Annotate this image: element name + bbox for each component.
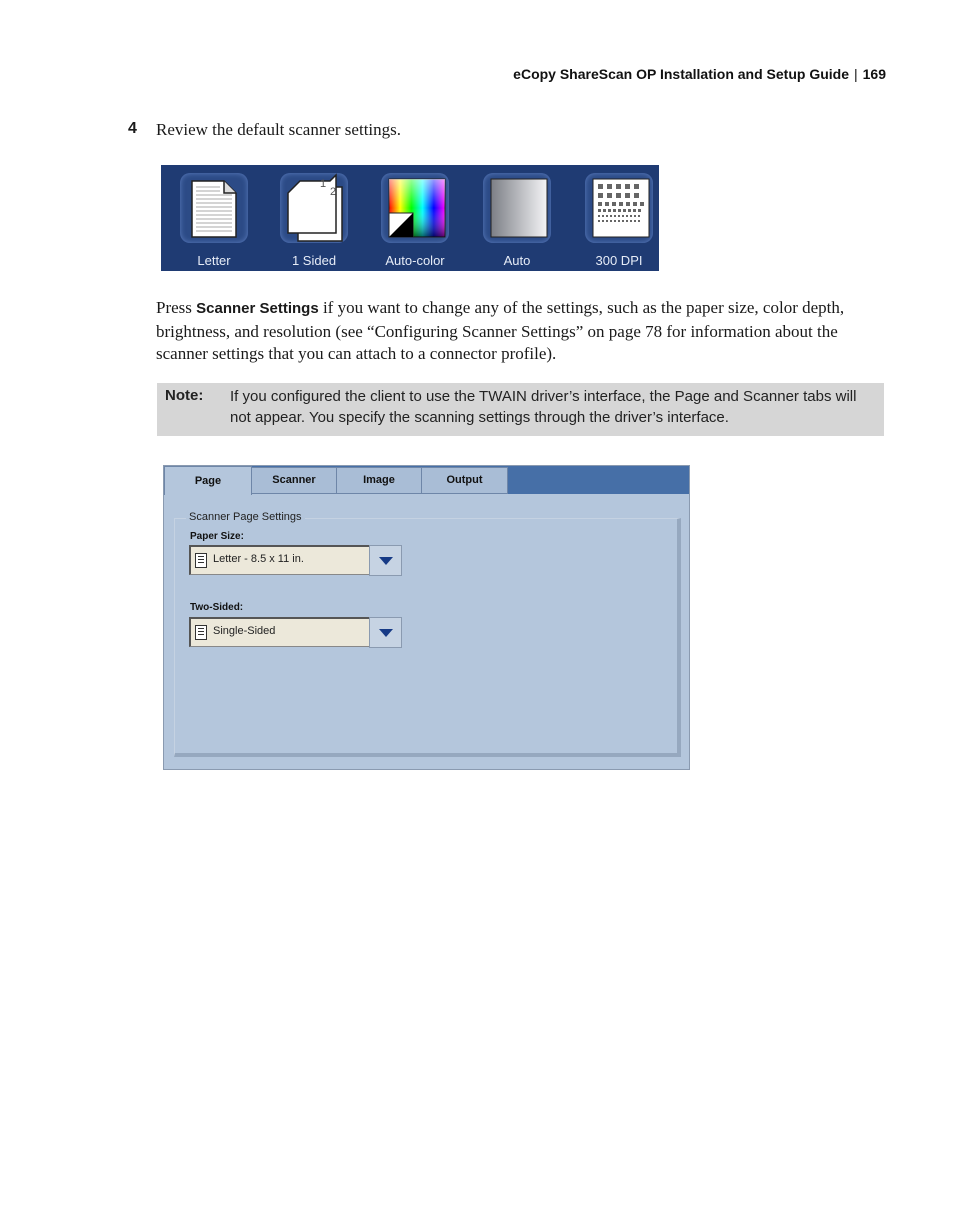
- paper-size-value: Letter - 8.5 x 11 in.: [213, 553, 304, 565]
- note-text: If you configured the client to use the TWAIN driver’s interface, the Page and Scanner tabs will not appear. You specify the scanning settings through the driver’s interface.: [230, 388, 857, 426]
- resolution-grid-icon: [585, 173, 653, 243]
- scanner-settings-term: Scanner Settings: [196, 300, 319, 317]
- letter-tile: [180, 173, 248, 243]
- color-tile: [381, 173, 449, 243]
- chevron-down-icon: [379, 557, 393, 565]
- page-number: 169: [862, 66, 886, 82]
- brightness-tile: [483, 173, 551, 243]
- two-sided-field[interactable]: [189, 617, 370, 647]
- color-label: Auto-color: [385, 253, 445, 268]
- tab-scanner[interactable]: Scanner: [251, 467, 337, 494]
- group-title: Scanner Page Settings: [186, 511, 305, 523]
- paper-size-label: Paper Size:: [190, 531, 244, 542]
- header-separator: |: [854, 66, 858, 82]
- step-number: 4: [128, 120, 137, 137]
- paper-size-combo[interactable]: [189, 545, 400, 574]
- tab-strip: [164, 466, 689, 494]
- two-sided-combo[interactable]: [189, 617, 400, 646]
- page-one-number: 1: [320, 178, 327, 190]
- paper-size-field[interactable]: [189, 545, 370, 575]
- color-setting[interactable]: [377, 171, 453, 267]
- sided-setting[interactable]: [276, 171, 352, 267]
- auto-brightness-icon: [483, 173, 551, 243]
- tab-output[interactable]: Output: [421, 467, 508, 494]
- instruction-paragraph: [156, 297, 886, 366]
- page-header: [513, 66, 886, 82]
- document-icon: [195, 625, 207, 640]
- paragraph-after: if you want to change any of the settings, such as the paper size, color depth, brightness, and resolution (see “Configuring Scanner Settings” on page 78 for information about the scanner settings that you can attach to a connector profile).: [156, 298, 845, 363]
- resolution-tile: [585, 173, 653, 243]
- sided-tile: [280, 173, 348, 243]
- two-sided-label: Two-Sided:: [190, 602, 244, 613]
- scanner-settings-bar: [161, 165, 659, 271]
- letter-setting[interactable]: [176, 171, 252, 267]
- note-box: [157, 383, 884, 436]
- paragraph-before: Press: [156, 298, 197, 317]
- tab-image[interactable]: Image: [336, 467, 422, 494]
- paper-size-dropdown-button[interactable]: [369, 545, 402, 576]
- settings-panel: [163, 465, 690, 770]
- resolution-label: 300 DPI: [595, 253, 643, 268]
- letter-label: Letter: [197, 253, 231, 268]
- auto-color-icon: [381, 173, 449, 243]
- step-text: Review the default scanner settings.: [156, 120, 402, 139]
- note-label: Note:: [165, 387, 204, 404]
- brightness-setting[interactable]: [479, 171, 555, 267]
- page-two-number: 2: [330, 186, 337, 198]
- sided-label: 1 Sided: [291, 253, 337, 268]
- brightness-label: Auto: [503, 253, 531, 268]
- two-sided-dropdown-button[interactable]: [369, 617, 402, 648]
- letter-page-icon: [180, 173, 248, 243]
- document-icon: [195, 553, 207, 568]
- two-sided-value: Single-Sided: [213, 625, 276, 637]
- guide-title: eCopy ShareScan OP Installation and Setup Guide: [513, 66, 849, 82]
- chevron-down-icon: [379, 629, 393, 637]
- resolution-setting[interactable]: [581, 171, 657, 267]
- tab-page[interactable]: Page: [164, 466, 252, 495]
- one-sided-pages-icon: [280, 173, 348, 243]
